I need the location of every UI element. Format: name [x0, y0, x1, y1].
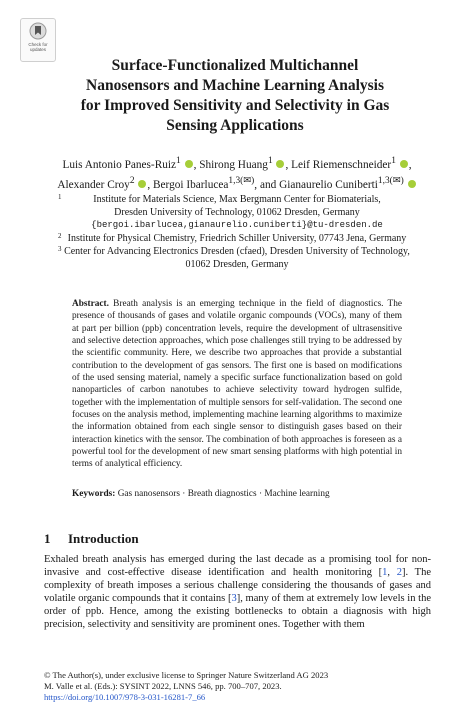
section-number: 1: [44, 531, 51, 546]
badge-line-1: Check for: [28, 42, 48, 47]
paper-title: [60, 56, 410, 136]
author-name: Alexander Croy: [57, 178, 130, 191]
citation-link[interactable]: 3: [231, 593, 237, 605]
orcid-icon[interactable]: [185, 160, 193, 168]
keywords-text: Gas nanosensors · Breath diagnostics · Machine learning: [117, 489, 330, 499]
section-heading: [44, 531, 139, 547]
affiliation-line: Institute for Materials Science, Max Bergmann Center for Biomaterials,: [93, 194, 381, 205]
author-affiliation: 1: [176, 156, 181, 166]
author-affiliation: 1,3(✉): [228, 175, 255, 186]
keywords: [72, 488, 402, 500]
affiliation-number: 3: [58, 245, 62, 253]
author-affiliation: 1: [267, 156, 273, 166]
intro-text: ]. The complexity of breath imposes a serious challenge considering the thousands of gases and volatile organic compounds that it contains [: [44, 567, 432, 605]
intro-text: ,: [387, 567, 397, 579]
keywords-label: Keywords:: [72, 489, 116, 499]
author-name: , Shirong Huang: [193, 158, 268, 171]
affiliation-number: 2: [58, 232, 62, 240]
affiliations: [60, 193, 414, 271]
author-name: , and Gianaurelio Cuniberti: [254, 178, 378, 191]
orcid-icon[interactable]: [400, 160, 408, 168]
title-line: for Improved Sensitivity and Selectivity in Gas: [80, 97, 390, 114]
intro-text: ], many of them at extremely low levels in the order of ppb. Hence, among the existing bottlenecks to obtain a diagnosis with high precision, selectivity and sensitivity are prominent ones. Together with them: [44, 593, 431, 631]
title-line: Nanosensors and Machine Learning Analysis: [86, 77, 384, 94]
doi-link[interactable]: https://doi.org/10.1007/978-3-031-16281-7_66: [44, 692, 206, 702]
copyright-line: © The Author(s), under exclusive license to Springer Nature Switzerland AG 2023: [44, 670, 329, 680]
affiliation-line: Institute for Physical Chemistry, Friedrich Schiller University, 07743 Jena, Germany: [67, 233, 407, 244]
author-affiliation: 1,3(✉): [377, 175, 404, 186]
orcid-icon[interactable]: [408, 180, 416, 188]
author-name: , Bergoi Ibarlucea: [147, 178, 229, 191]
abstract: [72, 298, 402, 471]
affiliation-2: [60, 232, 414, 245]
footer: [44, 670, 328, 703]
affiliation-1: [60, 193, 414, 232]
citation-line: M. Valle et al. (Eds.): SYSINT 2022, LNNS 546, pp. 700–707, 2023.: [44, 681, 282, 691]
author-affiliation: 1: [391, 156, 396, 166]
abstract-label: Abstract.: [72, 299, 109, 309]
section-title: Introduction: [68, 531, 139, 546]
orcid-icon[interactable]: [276, 160, 284, 168]
affiliation-line: 01062 Dresden, Germany: [185, 259, 289, 270]
affiliation-line: Center for Advancing Electronics Dresden (cfaed), Dresden University of Technology,: [64, 246, 410, 257]
author-name: , Leif Riemenschneider: [285, 158, 392, 171]
affiliation-number: 1: [58, 193, 62, 201]
intro-text: Exhaled breath analysis has emerged during the last decade as a promising tool for non-invasive and cost-effective disease identification and health monitoring [: [44, 554, 431, 579]
orcid-icon[interactable]: [138, 180, 146, 188]
author-list: Luis Antonio Panes-Ruiz$^1$ , Shirong Huang$^1$ , Leif Riemenschneider$^1$ , Alexander Croy$^2$ , Bergoi Ibarlucea$^{1,3(✉)}$, and Gianaurelio Cuniberti$^{1,3(✉)}$: [40, 153, 434, 193]
author-name: Luis Antonio Panes-Ruiz: [62, 158, 177, 171]
title-line: Sensing Applications: [166, 117, 304, 134]
abstract-text: Breath analysis is an emerging technique in the field of diagnostics. The presence of thousands of gases and volatile organic compounds (VOCs), many of them at part per billion (ppb) concentration levels, require the development of ultrasensitive and selective detection approaches, which pose challenges still trying to be addressed by the scientific community. Here, we describe two approaches that provide a substantial contribution to the development of gas sensors. The first one is based on modifications of the used sensing material, namely a specific surface functionalization based on gold nanoparticles of carbon nanotubes to achieve selectivity toward hydrogen sulfide, together with the implementation of multiple sensors for self-validation. The second one focuses on the analysis method, implementing machine learning algorithms to maximize the information obtained from each single sensor to distinguish gases based on their interaction kinetics with the sensor. The combination of both approaches is foreseen as a powerful tool for the development of new smart sensing platforms with high potential in terms of analytical efficiency.: [72, 299, 403, 470]
intro-paragraph: [44, 553, 431, 631]
title-line: Surface-Functionalized Multichannel: [111, 57, 359, 74]
bookmark-icon: [29, 22, 47, 42]
affiliation-3: [60, 245, 414, 271]
citation-link[interactable]: 1: [382, 567, 388, 579]
citation-link[interactable]: 2: [396, 567, 403, 579]
check-for-updates-badge[interactable]: [20, 18, 56, 62]
affiliation-email[interactable]: {bergoi.ibarlucea,gianaurelio.cuniberti}@tu-dresden.de: [91, 220, 383, 230]
affiliation-line: Dresden University of Technology, 01062 Dresden, Germany: [114, 207, 360, 218]
badge-line-2: updates: [29, 47, 46, 52]
author-affiliation: 2: [129, 175, 135, 186]
